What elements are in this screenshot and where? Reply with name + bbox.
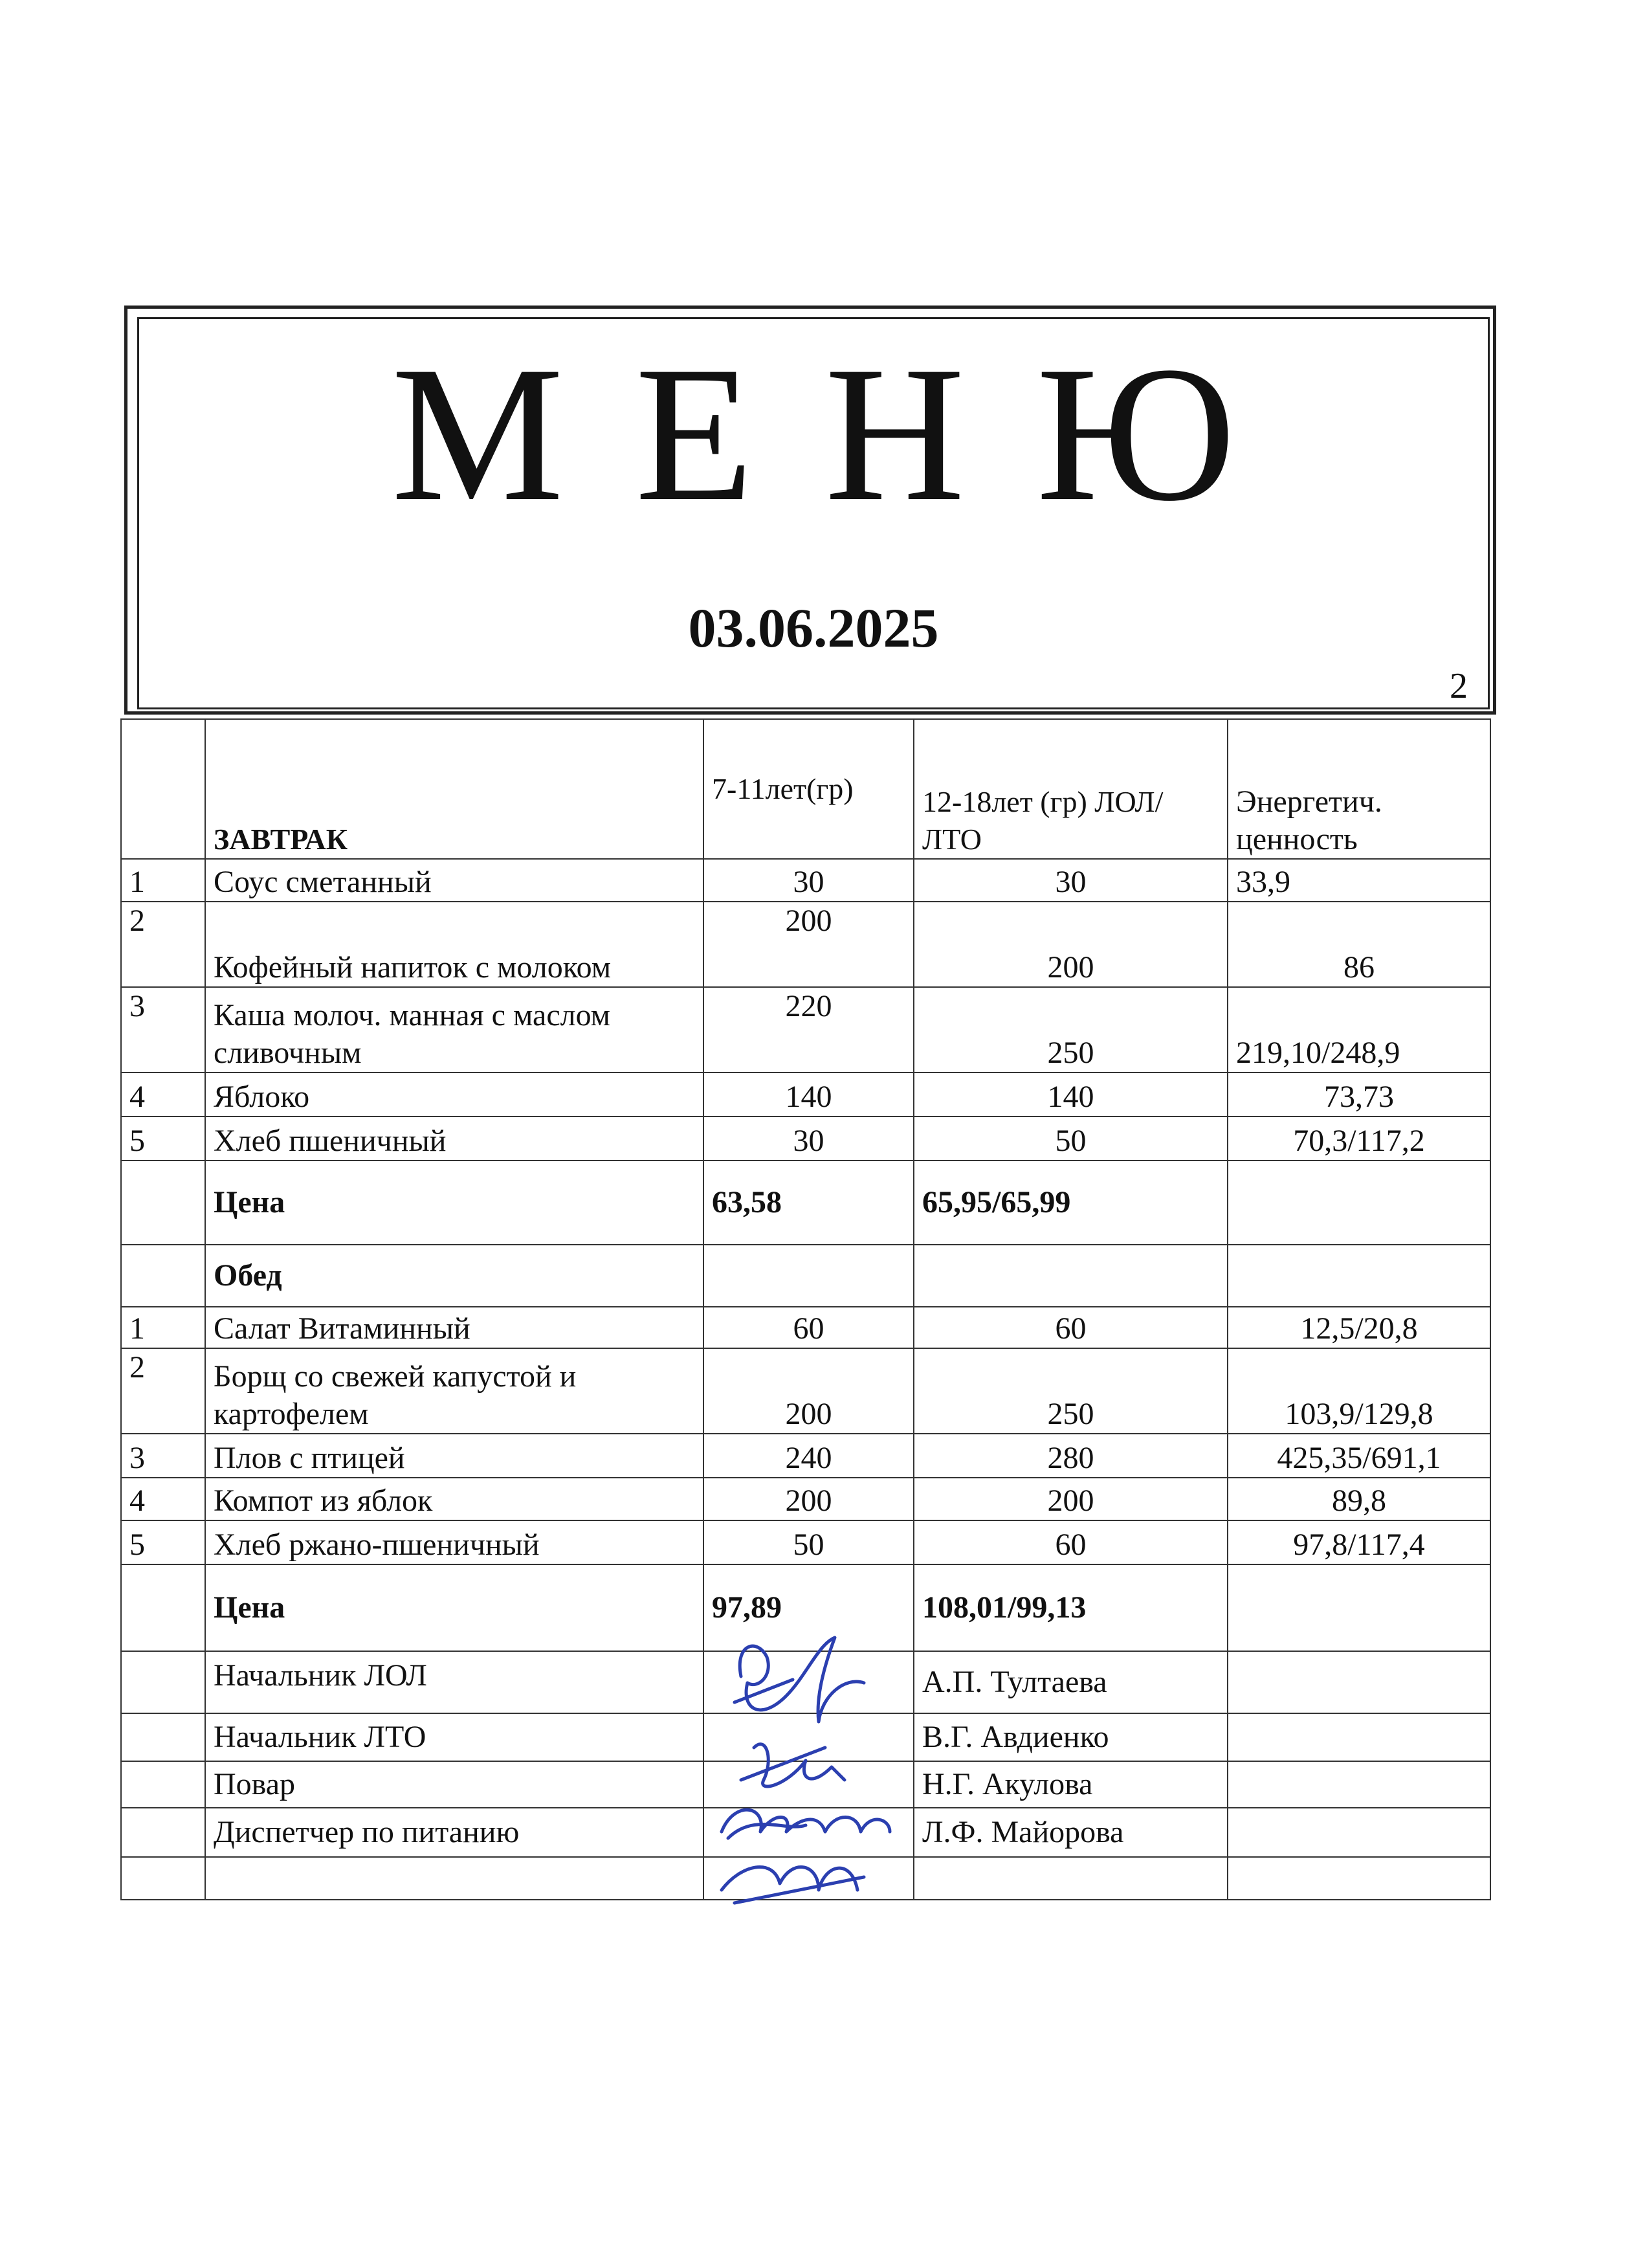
table-cell	[121, 1564, 205, 1651]
energy-value: 219,10/248,9	[1228, 987, 1490, 1073]
dish-name: Борщ со свежей капустой и картофелем	[205, 1348, 703, 1434]
table-cell	[121, 1713, 205, 1761]
portion-12-18: 140	[914, 1073, 1228, 1117]
price-12-18: 108,01/99,13	[914, 1564, 1228, 1651]
table-cell	[1228, 1808, 1490, 1857]
table-cell	[1228, 1651, 1490, 1713]
page-number: 2	[1450, 666, 1468, 706]
signature-name: Н.Г. Акулова	[914, 1761, 1228, 1808]
portion-7-11: 240	[703, 1434, 914, 1478]
price-7-11: 63,58	[703, 1161, 914, 1245]
portion-7-11: 60	[703, 1307, 914, 1348]
signature-image	[696, 1618, 903, 1922]
portion-12-18: 60	[914, 1307, 1228, 1348]
column-header-age-12-18: 12-18лет (гр) ЛОЛ/ЛТО	[914, 719, 1228, 859]
table-row	[121, 1434, 1490, 1478]
dish-name: Яблоко	[205, 1073, 703, 1117]
breakfast-price-row	[121, 1161, 1490, 1245]
row-number: 3	[121, 1434, 205, 1478]
table-row	[121, 1073, 1490, 1117]
price-label: Цена	[205, 1161, 703, 1245]
energy-value: 70,3/117,2	[1228, 1117, 1490, 1161]
table-cell	[121, 719, 205, 859]
dish-name: Салат Витаминный	[205, 1307, 703, 1348]
portion-7-11: 50	[703, 1520, 914, 1564]
menu-date: 03.06.2025	[688, 597, 939, 659]
table-cell	[121, 1761, 205, 1808]
table-cell	[1228, 1161, 1490, 1245]
signature-name: В.Г. Авдиенко	[914, 1713, 1228, 1761]
energy-value: 12,5/20,8	[1228, 1307, 1490, 1348]
table-row	[121, 859, 1490, 902]
table-cell	[121, 1245, 205, 1307]
signature-role: Повар	[205, 1761, 703, 1808]
table-row	[121, 1520, 1490, 1564]
table-cell	[1228, 1564, 1490, 1651]
signature-role: Начальник ЛОЛ	[205, 1651, 703, 1713]
table-cell	[121, 1857, 205, 1900]
row-number: 2	[121, 902, 205, 987]
signature-name: А.П. Тултаева	[914, 1651, 1228, 1713]
breakfast-header-row	[121, 719, 1490, 859]
row-number: 1	[121, 859, 205, 902]
column-header-age-7-11: 7-11лет(гр)	[703, 719, 914, 859]
page-title: МЕНЮ	[391, 326, 1307, 541]
table-row	[121, 1117, 1490, 1161]
dish-name: Каша молоч. манная с маслом сливочным	[205, 987, 703, 1073]
row-number: 1	[121, 1307, 205, 1348]
energy-value: 89,8	[1228, 1478, 1490, 1520]
breakfast-section-title: ЗАВТРАК	[205, 719, 703, 859]
table-cell	[205, 1857, 703, 1900]
table-cell	[914, 1245, 1228, 1307]
energy-value: 33,9	[1228, 859, 1490, 902]
portion-7-11: 220	[703, 987, 914, 1073]
row-number: 5	[121, 1117, 205, 1161]
price-label: Цена	[205, 1564, 703, 1651]
table-cell	[121, 1651, 205, 1713]
energy-value: 97,8/117,4	[1228, 1520, 1490, 1564]
dish-name: Плов с птицей	[205, 1434, 703, 1478]
row-number: 3	[121, 987, 205, 1073]
column-header-energy: Энергетич. ценность	[1228, 719, 1490, 859]
dish-name: Хлеб ржано-пшеничный	[205, 1520, 703, 1564]
portion-7-11: 200	[703, 1478, 914, 1520]
portion-7-11: 140	[703, 1073, 914, 1117]
table-cell	[121, 1808, 205, 1857]
table-cell	[1228, 1857, 1490, 1900]
row-number: 4	[121, 1478, 205, 1520]
lunch-section-title: Обед	[205, 1245, 703, 1307]
dish-name: Кофейный напиток с молоком	[205, 902, 703, 987]
portion-7-11: 30	[703, 1117, 914, 1161]
portion-7-11: 30	[703, 859, 914, 902]
table-row	[121, 987, 1490, 1073]
portion-12-18: 250	[914, 987, 1228, 1073]
price-12-18: 65,95/65,99	[914, 1161, 1228, 1245]
portion-12-18: 50	[914, 1117, 1228, 1161]
portion-7-11: 200	[703, 1348, 914, 1434]
portion-12-18: 60	[914, 1520, 1228, 1564]
portion-12-18: 250	[914, 1348, 1228, 1434]
table-row	[121, 902, 1490, 987]
table-row	[121, 1348, 1490, 1434]
signature-name: Л.Ф. Майорова	[914, 1808, 1228, 1857]
table-cell	[914, 1857, 1228, 1900]
table-row	[121, 1478, 1490, 1520]
energy-value: 103,9/129,8	[1228, 1348, 1490, 1434]
portion-12-18: 280	[914, 1434, 1228, 1478]
signature-role: Начальник ЛТО	[205, 1713, 703, 1761]
energy-value: 425,35/691,1	[1228, 1434, 1490, 1478]
signature-role: Диспетчер по питанию	[205, 1808, 703, 1857]
lunch-header-row	[121, 1245, 1490, 1307]
row-number: 4	[121, 1073, 205, 1117]
row-number: 2	[121, 1348, 205, 1434]
portion-7-11: 200	[703, 902, 914, 987]
portion-12-18: 200	[914, 902, 1228, 987]
price-7-11: 97,89	[703, 1564, 914, 1651]
table-cell	[121, 1161, 205, 1245]
table-row	[121, 1307, 1490, 1348]
table-cell	[1228, 1761, 1490, 1808]
table-cell	[1228, 1245, 1490, 1307]
table-cell	[1228, 1713, 1490, 1761]
row-number: 5	[121, 1520, 205, 1564]
energy-value: 73,73	[1228, 1073, 1490, 1117]
dish-name: Хлеб пшеничный	[205, 1117, 703, 1161]
dish-name: Компот из яблок	[205, 1478, 703, 1520]
portion-12-18: 200	[914, 1478, 1228, 1520]
table-cell	[703, 1245, 914, 1307]
dish-name: Соус сметанный	[205, 859, 703, 902]
portion-12-18: 30	[914, 859, 1228, 902]
energy-value: 86	[1228, 902, 1490, 987]
